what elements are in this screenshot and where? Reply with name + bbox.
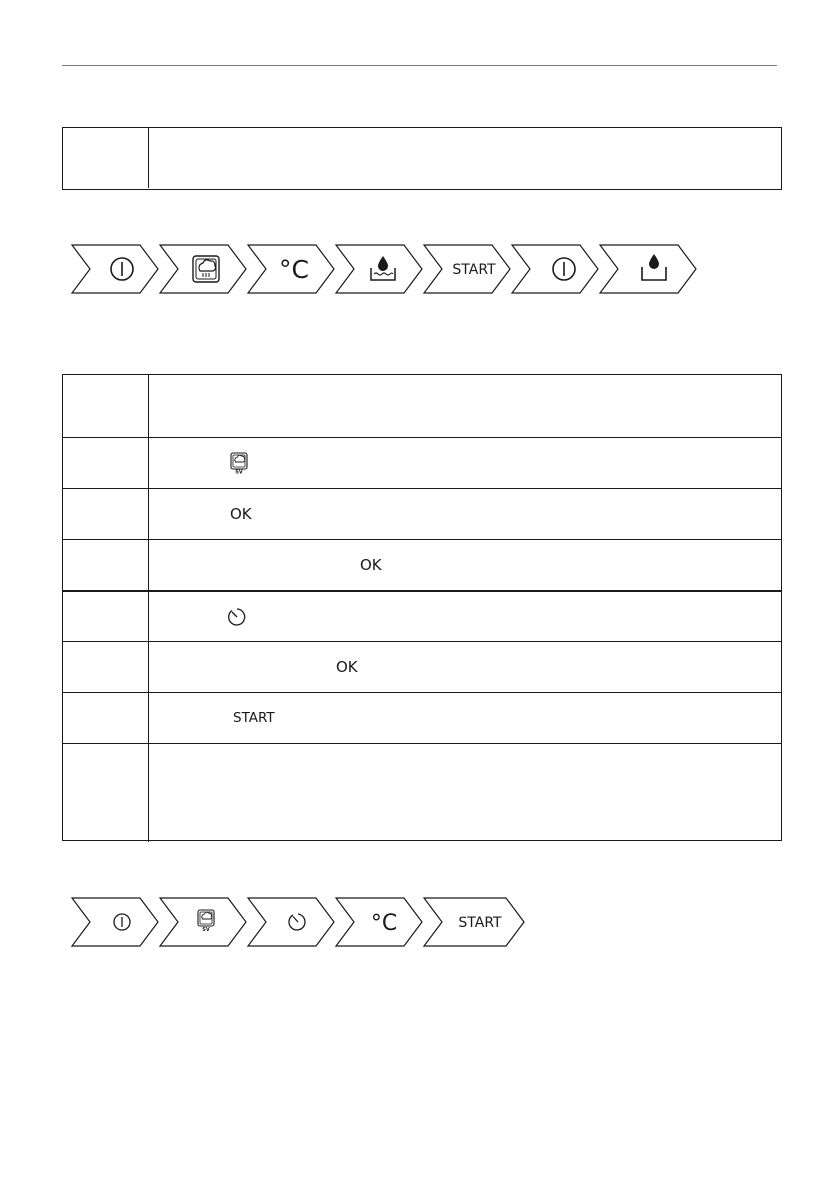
start-label: START	[233, 710, 275, 726]
steam-cook-icon	[193, 256, 219, 282]
sequence-step	[512, 245, 598, 293]
column-divider	[148, 642, 149, 692]
water-drop-tray-icon	[642, 254, 666, 280]
svg-text:SV: SV	[202, 927, 210, 933]
table-row	[63, 692, 781, 743]
header-rule	[62, 65, 777, 66]
table-row	[63, 539, 781, 590]
column-divider	[148, 489, 149, 539]
power-icon	[111, 258, 133, 280]
table-row	[63, 375, 781, 437]
column-divider	[148, 438, 149, 488]
temperature-icon: °C	[279, 255, 309, 284]
column-divider	[148, 375, 149, 437]
ok-label: OK	[336, 658, 358, 676]
procedure-sequence-2	[70, 896, 530, 948]
info-table-1	[62, 127, 782, 190]
timer-icon	[289, 914, 305, 930]
power-icon	[553, 258, 575, 280]
steam-cook-sv-icon	[198, 910, 214, 933]
table-row	[63, 128, 781, 188]
sequence-step	[160, 898, 246, 946]
start-label: START	[458, 915, 502, 931]
column-divider	[148, 744, 149, 842]
table-row	[63, 488, 781, 539]
sequence-step	[248, 898, 334, 946]
temperature-icon: °C	[370, 911, 398, 936]
column-divider	[148, 693, 149, 743]
column-divider	[148, 540, 149, 590]
start-label: START	[452, 262, 496, 278]
power-icon	[114, 914, 130, 930]
ok-label: OK	[230, 505, 252, 523]
svg-text:SV: SV	[235, 469, 243, 474]
sequence-step	[72, 245, 158, 293]
procedure-sequence-1	[70, 243, 700, 295]
ok-label: OK	[360, 556, 382, 574]
instruction-table	[62, 374, 782, 841]
table-row	[63, 641, 781, 692]
sequence-step	[72, 898, 158, 946]
column-divider	[148, 128, 149, 188]
sequence-step	[600, 245, 696, 293]
sequence-step	[160, 245, 246, 293]
table-row	[63, 437, 781, 488]
column-divider	[148, 592, 149, 641]
table-row	[63, 590, 781, 641]
timer-icon	[226, 606, 248, 628]
water-tank-icon	[371, 256, 395, 280]
table-row	[63, 743, 781, 842]
steam-cook-sv-icon	[230, 452, 250, 474]
